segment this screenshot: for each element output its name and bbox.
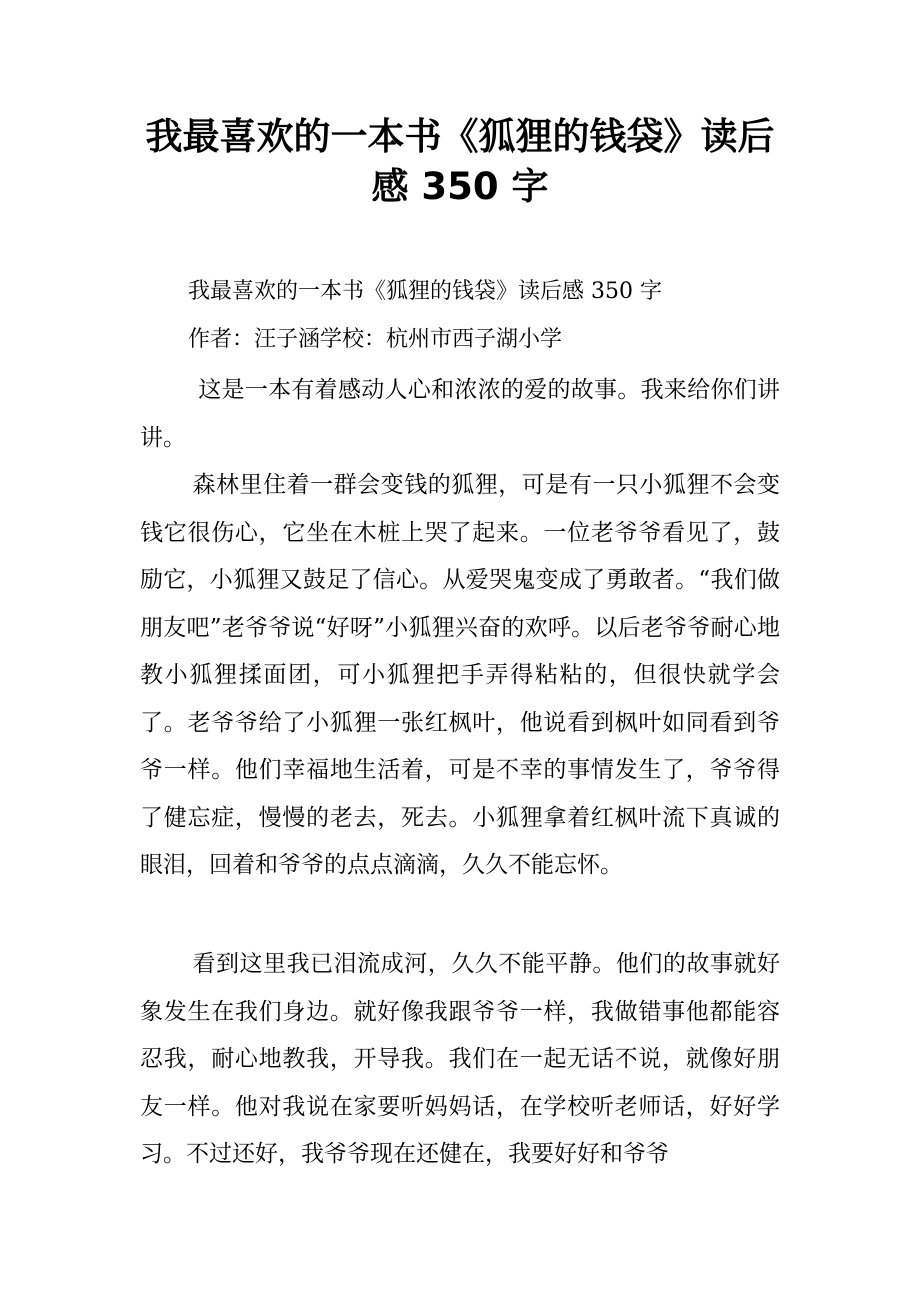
body-paragraph-2 [140, 462, 780, 890]
body-paragraph-text: 看到这里我已泪流成河，久久不能平静。他们的故事就好象发生在我们身边。就好像我跟爷爷一样，我做错事他都能容忍我，耐心地教我，开导我。我们在一起无话不说，就像好朋友一样。他对我说在家要听妈妈话，在学校听老师话，好好学习。不过还好，我爷爷现在还健在，我要好好和爷爷 [140, 951, 780, 1167]
body-paragraph-3 [140, 941, 780, 1179]
body-paragraph-text: 这是一本有着感动人心和浓浓的爱的故事。我来给你们讲讲。 [140, 377, 780, 451]
document-subtitle: 我最喜欢的一本书《狐狸的钱袋》读后感 350 字 [188, 279, 662, 304]
document-title-line-2: 感 350 字 [371, 165, 549, 208]
author-line: 作者：汪子涵学校：杭州市西子湖小学 [188, 327, 563, 352]
body-paragraph-1 [140, 367, 780, 462]
document-title-line-1: 我最喜欢的一本书《狐狸的钱袋》读后 [145, 115, 775, 158]
body-paragraph-text: 森林里住着一群会变钱的狐狸，可是有一只小狐狸不会变钱它很伤心，它坐在木桩上哭了起来。一位老爷爷看见了，鼓励它，小狐狸又鼓足了信心。从爱哭鬼变成了勇敢者。“我们做朋友吧”老爷爷说“好呀”小狐狸兴奋的欢呼。以后老爷爷耐心地教小狐狸揉面团，可小狐狸把手弄得粘粘的，但很快就学会了。老爷爷给了小狐狸一张红枫叶，他说看到枫叶如同看到爷爷一样。他们幸福地生活着，可是不幸的事情发生了，爷爷得了健忘症，慢慢的老去，死去。小狐狸拿着红枫叶流下真诚的眼泪，回着和爷爷的点点滴滴，久久不能忘怀。 [140, 472, 780, 878]
